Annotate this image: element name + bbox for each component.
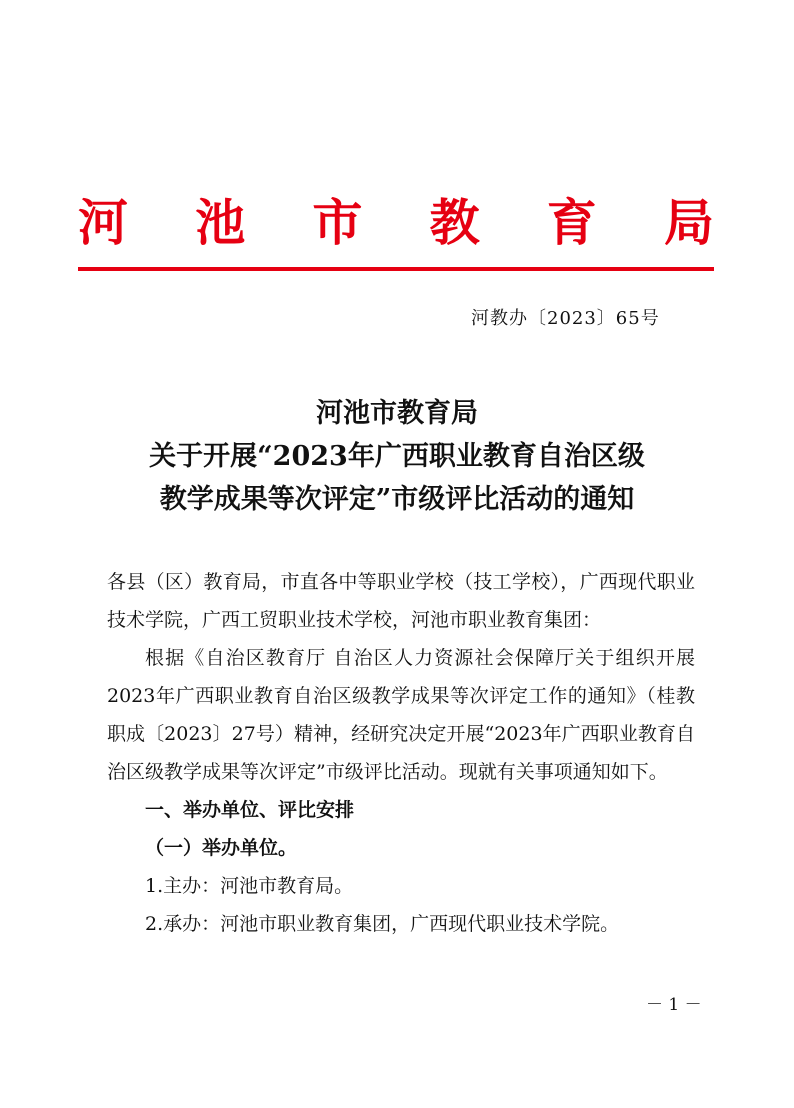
document-body — [107, 563, 695, 943]
page-number: － 1 － — [646, 995, 702, 1015]
document-number: 河教办〔2023〕65号 — [471, 308, 660, 329]
salutation: 各县（区）教育局，市直各中等职业学校（技工学校），广西现代职业技术学院，广西工贸职业技术学校，河池市职业教育集团： — [107, 571, 695, 631]
paragraph: 根据《自治区教育厅 自治区人力资源社会保障厅关于组织开展2023年广西职业教育自治区级教学成果等次评定工作的通知》（桂教职成〔2023〕27号）精神，经研究决定开展“2023年广西职业教育自治区级教学成果等次评定”市级评比活动。现就有关事项通知如下。 — [107, 647, 695, 783]
masthead-char: 育 — [546, 193, 597, 252]
masthead-char: 教 — [429, 193, 480, 252]
masthead-char: 池 — [195, 193, 246, 252]
title-line: 教学成果等次评定”市级评比活动的通知 — [159, 484, 635, 515]
masthead-char: 局 — [663, 193, 714, 252]
masthead-char: 河 — [78, 193, 128, 252]
title-line: 关于开展“2023年广西职业教育自治区级 — [149, 441, 645, 472]
document-title — [60, 392, 734, 521]
subsection-heading: （一）举办单位。 — [145, 837, 298, 859]
masthead-char: 市 — [312, 193, 363, 252]
section-heading: 一、举办单位、评比安排 — [145, 799, 355, 821]
red-header-rule — [78, 267, 714, 271]
list-item: 2.承办：河池市职业教育集团，广西现代职业技术学院。 — [145, 913, 620, 935]
list-item: 1.主办：河池市教育局。 — [145, 875, 354, 897]
masthead — [78, 193, 714, 252]
title-line: 河池市教育局 — [316, 398, 478, 429]
